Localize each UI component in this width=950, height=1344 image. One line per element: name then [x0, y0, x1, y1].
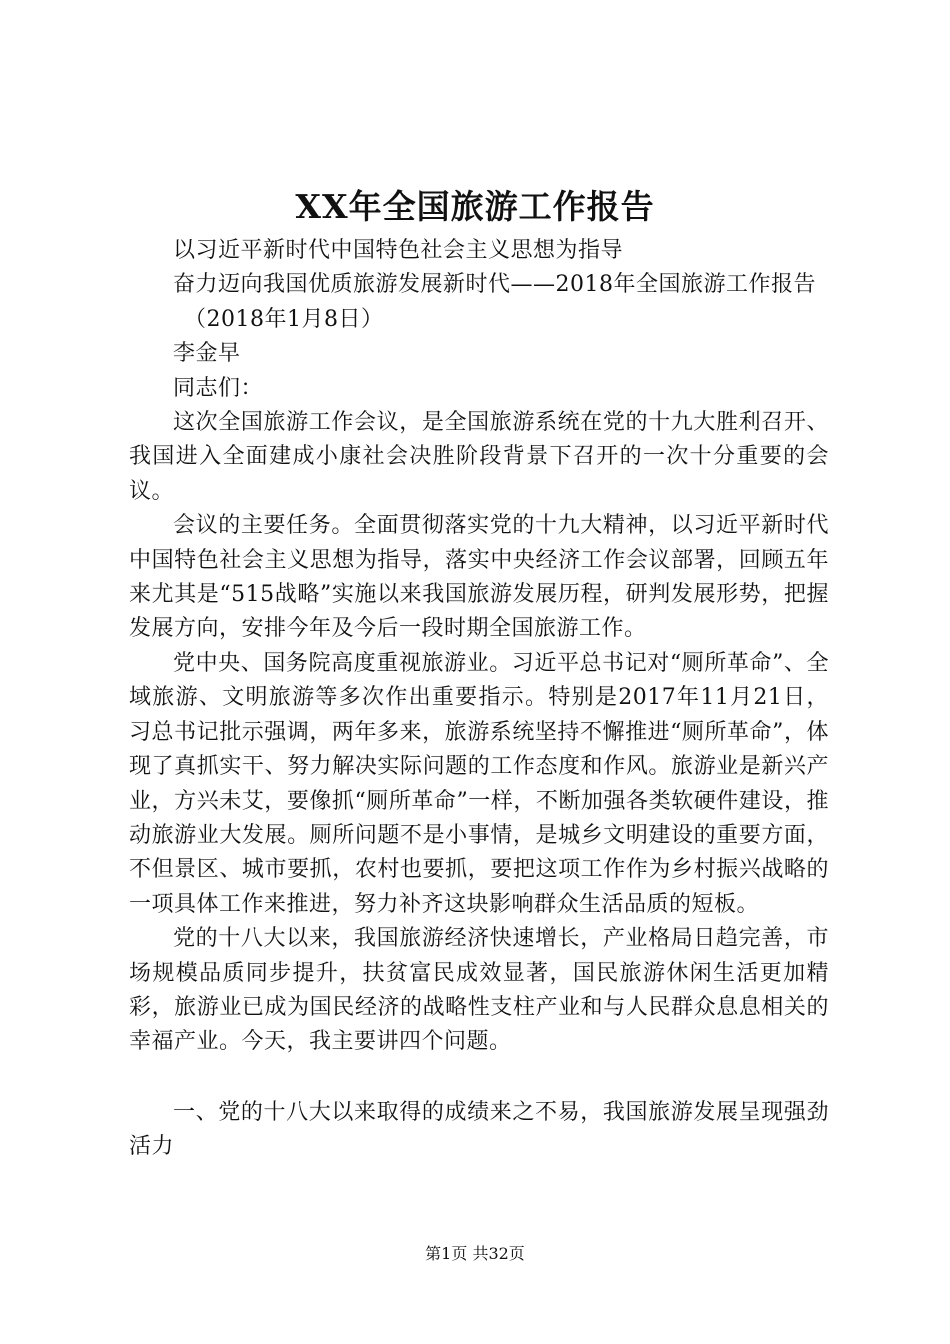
document-title: XX年全国旅游工作报告: [295, 187, 655, 226]
body-paragraph: 这次全国旅游工作会议，是全国旅游系统在党的十九大胜利召开、我国进入全面建成小康社会决胜阶段背景下召开的一次十分重要的会议。: [129, 410, 829, 504]
page-number-footer: 第1页 共32页: [425, 1244, 525, 1263]
report-date: （2018年1月8日）: [184, 306, 384, 332]
body-paragraph: 党的十八大以来，我国旅游经济快速增长，产业格局日趋完善，市场规模品质同步提升，扶贫富民成效显著，国民旅游休闲生活更加精彩，旅游业已成为国民经济的战略性支柱产业和与人民群众息息相关的幸福产业。今天，我主要讲四个问题。: [129, 926, 829, 1055]
speaker-name: 李金早: [173, 341, 241, 367]
body-paragraph: 党中央、国务院高度重视旅游业。习近平总书记对“厕所革命”、全域旅游、文明旅游等多次作出重要指示。特别是2017年11月21日，习总书记批示强调，两年多来，旅游系统坚持不懈推进“厕所革命”，体现了真抓实干、努力解决实际问题的工作态度和作风。旅游业是新兴产业，方兴未艾，要像抓“厕所革命”一样，不断加强各类软硬件建设，推动旅游业大发展。厕所问题不是小事情，是城乡文明建设的重要方面，不但景区、城市要抓，农村也要抓，要把这项工作作为乡村振兴战略的一项具体工作来推进，努力补齐这块影响群众生活品质的短板。: [129, 650, 829, 917]
body-paragraph: 会议的主要任务。全面贯彻落实党的十九大精神，以习近平新时代中国特色社会主义思想为指导，落实中央经济工作会议部署，回顾五年来尤其是“515战略”实施以来我国旅游发展历程，研判发展形势，把握发展方向，安排今年及今后一段时期全国旅游工作。: [129, 513, 829, 642]
document-body: [129, 234, 829, 1165]
section-heading: 一、党的十八大以来取得的成绩来之不易，我国旅游发展呈现强劲活力: [129, 1099, 829, 1160]
salutation: 同志们：: [173, 375, 264, 401]
report-heading: 奋力迈向我国优质旅游发展新时代——2018年全国旅游工作报告: [173, 272, 816, 298]
subtitle-line: 以习近平新时代中国特色社会主义思想为指导: [173, 238, 624, 263]
